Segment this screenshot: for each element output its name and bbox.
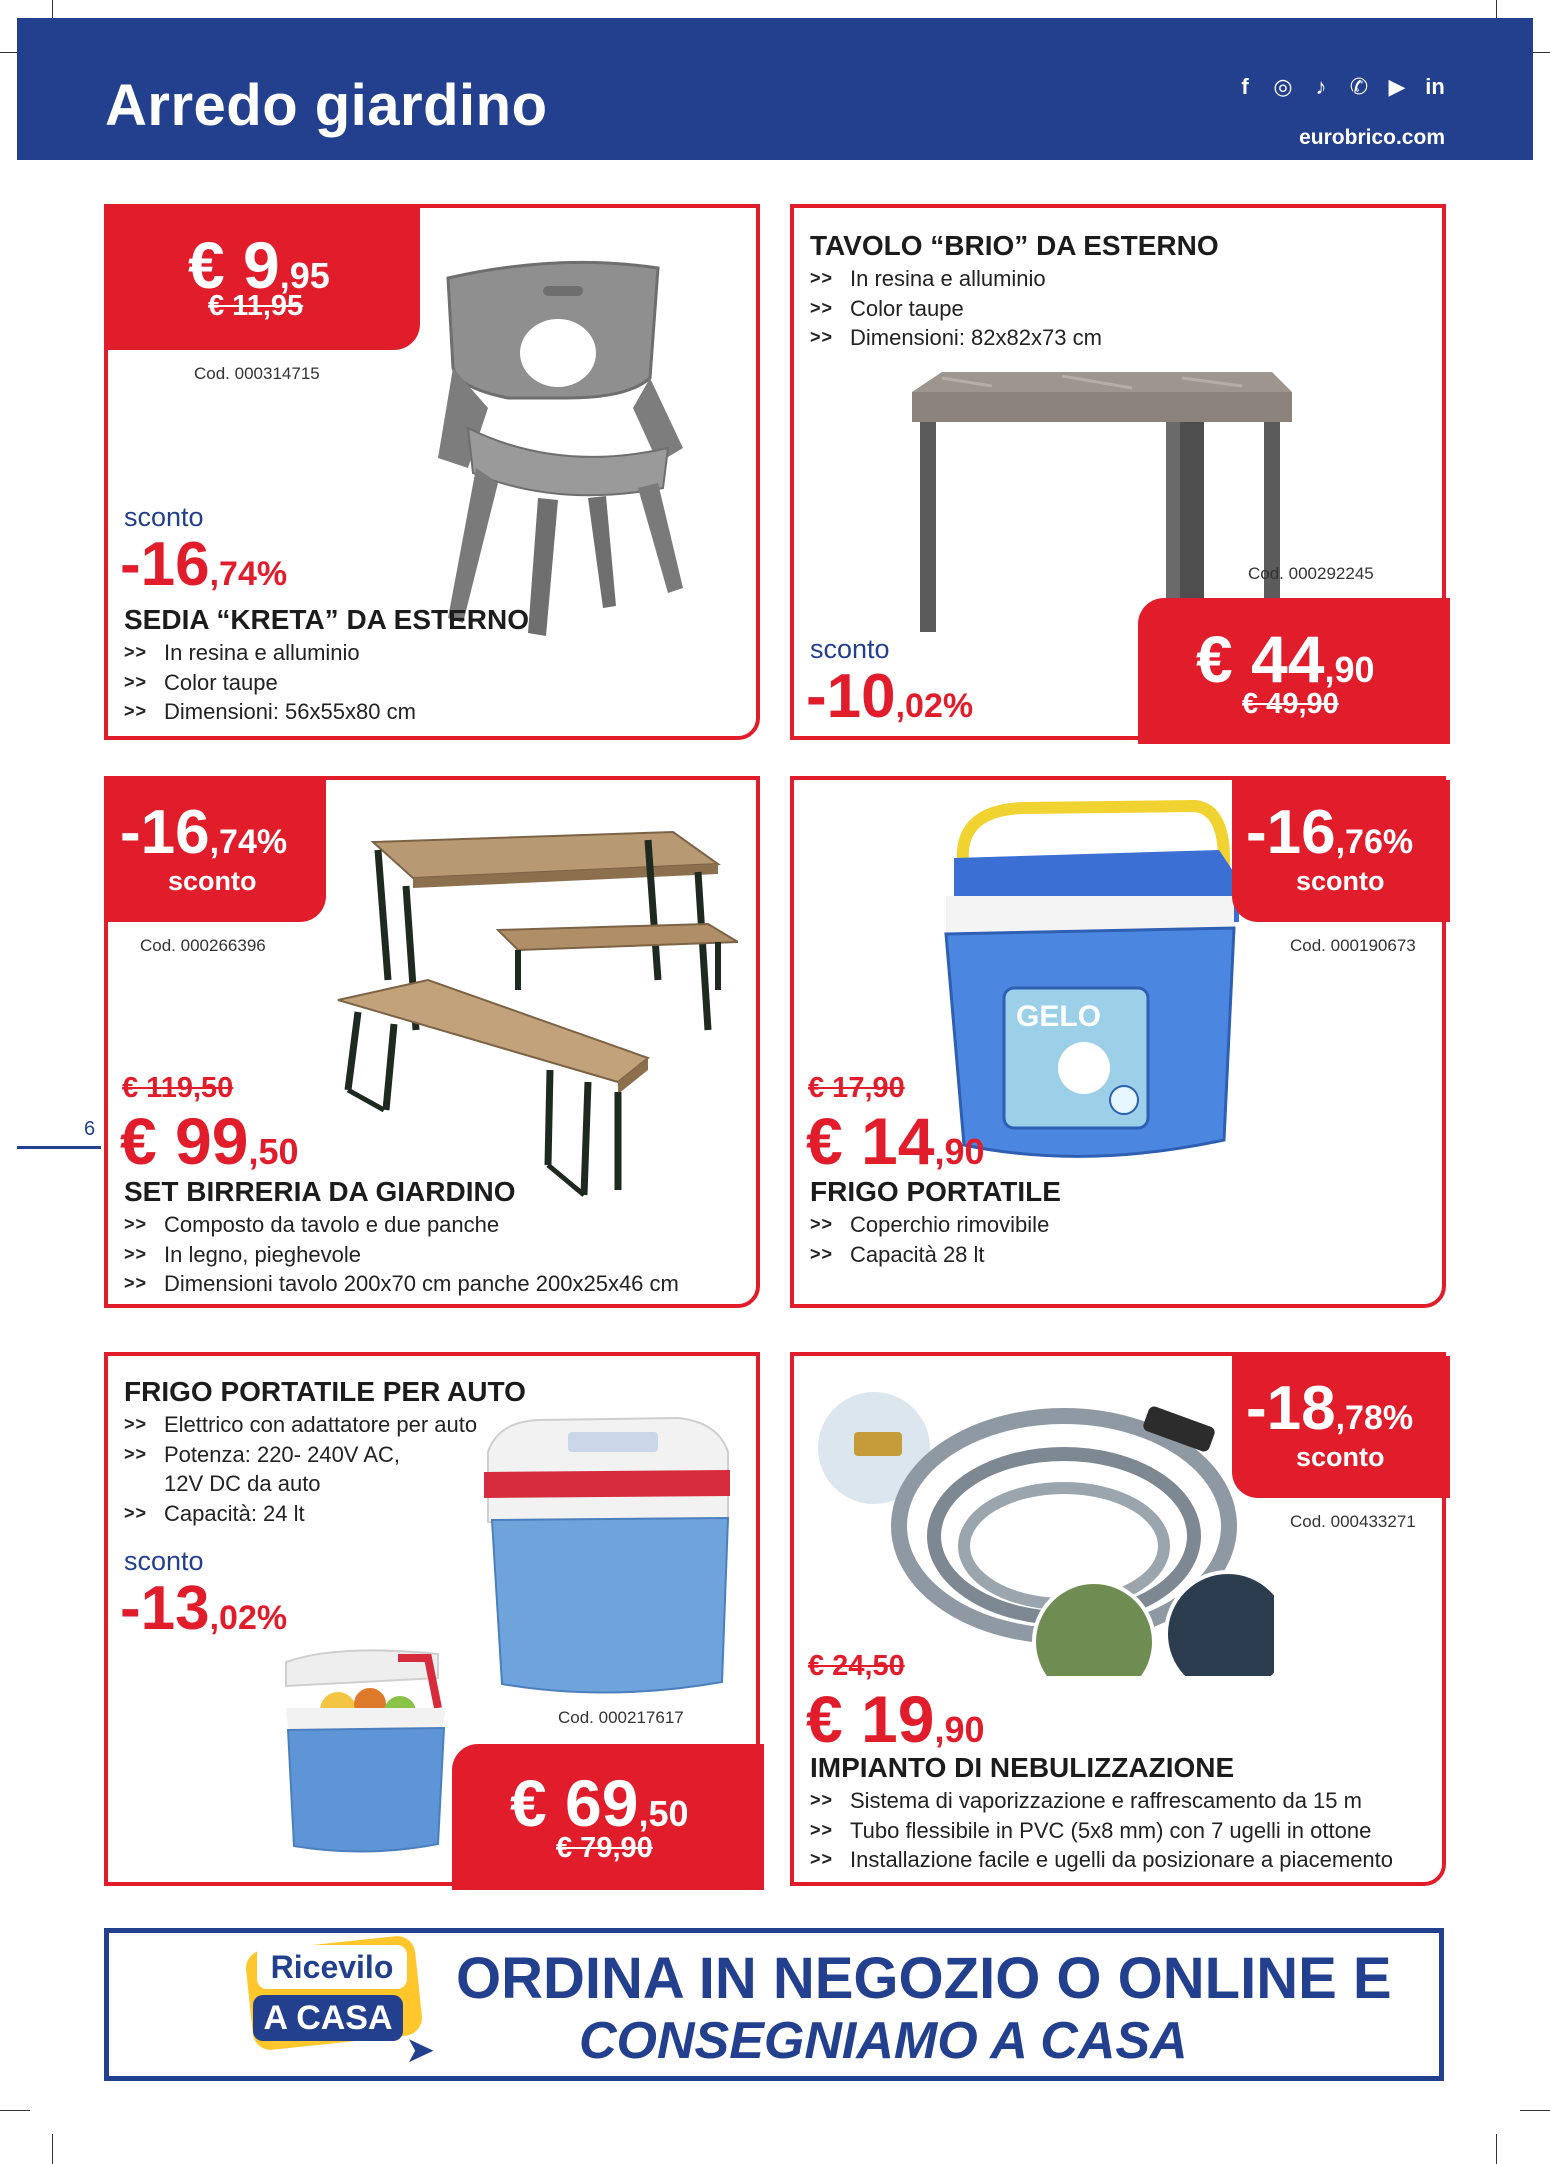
feature-item: >> Dimensioni tavolo 200x70 cm panche 200x25x46 cm — [124, 1269, 679, 1299]
facebook-icon[interactable]: f — [1241, 74, 1249, 99]
site-url[interactable]: eurobrico.com — [1299, 126, 1445, 149]
price-old: € 119,50 — [122, 1072, 234, 1104]
feature-list — [810, 1786, 1393, 1875]
feature-list — [124, 1410, 477, 1528]
discount-badge — [1232, 780, 1450, 922]
discount-percent: -18,78% — [1246, 1374, 1414, 1443]
misting-hose-image — [814, 1376, 1274, 1676]
car-cooler-open-image — [278, 1648, 458, 1858]
cooler-brand-label: GELO — [1016, 1000, 1102, 1033]
product-code: Cod. 000292245 — [1248, 564, 1374, 583]
page-number-rule — [17, 1146, 101, 1149]
product-title: SEDIA “KRETA” DA ESTERNO — [124, 604, 529, 635]
product-card-tavolo — [790, 204, 1446, 740]
feature-item: >> Potenza: 220- 240V AC, 12V DC da auto — [124, 1440, 477, 1499]
chair-image — [428, 258, 698, 640]
feature-item: >> In legno, pieghevole — [124, 1240, 679, 1270]
feature-list — [810, 1210, 1049, 1269]
product-card-frigo — [790, 776, 1446, 1308]
price-badge — [1138, 598, 1450, 744]
product-card-frigo-auto — [104, 1352, 760, 1886]
discount-percent: -13,02% — [120, 1574, 288, 1643]
crop-mark — [52, 2134, 53, 2164]
feature-item: >> In resina e alluminio — [124, 638, 416, 668]
discount-label: sconto — [810, 634, 890, 664]
price-badge — [108, 208, 420, 350]
feature-item: >> Capacità 28 lt — [810, 1240, 1049, 1270]
price-current: € 9,95 — [188, 228, 330, 302]
badge-line-2: A CASA — [253, 1995, 403, 2041]
price-old: € 11,95 — [208, 290, 304, 322]
product-card-birreria — [104, 776, 760, 1308]
price-old: € 49,90 — [1242, 688, 1339, 720]
product-card-nebulizzazione — [790, 1352, 1446, 1886]
discount-label: sconto — [124, 502, 204, 532]
discount-percent: -16,74% — [120, 530, 288, 599]
product-title: SET BIRRERIA DA GIARDINO — [124, 1176, 516, 1207]
product-card-sedia — [104, 204, 760, 740]
banner-line-2: CONSEGNIAMO A CASA — [579, 2012, 1188, 2070]
feature-item: >> Sistema di vaporizzazione e raffrescamento da 15 m — [810, 1786, 1393, 1816]
price-current: € 99,50 — [120, 1104, 299, 1178]
discount-label: sconto — [1296, 1442, 1385, 1472]
page-number: 6 — [84, 1118, 96, 1140]
discount-label: sconto — [168, 866, 257, 896]
discount-percent: -16,74% — [120, 798, 288, 867]
product-code: Cod. 000190673 — [1290, 936, 1416, 955]
product-title: TAVOLO “BRIO” DA ESTERNO — [810, 230, 1219, 261]
price-current: € 69,50 — [510, 1766, 689, 1840]
tiktok-icon[interactable]: ♪ — [1315, 74, 1327, 99]
cursor-icon: ➤ — [405, 2029, 436, 2070]
feature-item: >> Color taupe — [810, 294, 1102, 324]
discount-label: sconto — [1296, 866, 1385, 896]
product-code: Cod. 000314715 — [194, 364, 320, 383]
page-title: Arredo giardino — [105, 73, 548, 138]
feature-item: >> Coperchio rimovibile — [810, 1210, 1049, 1240]
linkedin-icon[interactable]: in — [1425, 74, 1445, 99]
feature-item: >> In resina e alluminio — [810, 264, 1102, 294]
car-cooler-image — [478, 1412, 738, 1702]
delivery-banner[interactable] — [104, 1928, 1444, 2081]
feature-list — [124, 638, 416, 727]
ricevilo-a-casa-badge — [227, 1919, 437, 2079]
crop-mark — [0, 2110, 30, 2111]
price-old: € 17,90 — [808, 1072, 905, 1104]
feature-item: >> Tubo flessibile in PVC (5x8 mm) con 7 ugelli in ottone — [810, 1816, 1393, 1846]
discount-percent: -10,02% — [806, 662, 974, 731]
social-icons — [1232, 74, 1448, 100]
price-badge — [452, 1744, 764, 1890]
instagram-icon[interactable]: ◎ — [1273, 74, 1293, 99]
product-code: Cod. 000266396 — [140, 936, 266, 955]
whatsapp-icon[interactable]: ✆ — [1349, 74, 1369, 99]
youtube-icon[interactable]: ▶ — [1388, 74, 1406, 99]
feature-item: >> Color taupe — [124, 668, 416, 698]
discount-badge — [108, 780, 326, 922]
product-title: IMPIANTO DI NEBULIZZAZIONE — [810, 1752, 1235, 1783]
price-old: € 24,50 — [808, 1650, 905, 1682]
price-old: € 79,90 — [556, 1832, 653, 1864]
feature-item: >> Dimensioni: 82x82x73 cm — [810, 323, 1102, 353]
crop-mark — [1520, 2110, 1550, 2111]
feature-item: >> Elettrico con adattatore per auto — [124, 1410, 477, 1440]
badge-line-1: Ricevilo — [257, 1945, 407, 1989]
crop-mark — [1496, 2134, 1497, 2164]
price-current: € 44,90 — [1196, 622, 1375, 696]
price-current: € 14,90 — [806, 1104, 985, 1178]
product-title: FRIGO PORTATILE PER AUTO — [124, 1376, 526, 1407]
product-code: Cod. 000217617 — [558, 1708, 684, 1727]
feature-item: >> Composto da tavolo e due panche — [124, 1210, 679, 1240]
discount-badge — [1232, 1356, 1450, 1498]
page-header — [17, 18, 1533, 160]
discount-label: sconto — [124, 1546, 204, 1576]
banner-line-1: ORDINA IN NEGOZIO O ONLINE E — [456, 1946, 1392, 2011]
feature-item: >> Dimensioni: 56x55x80 cm — [124, 697, 416, 727]
feature-item-continuation: 12V DC da auto — [164, 1471, 321, 1496]
price-current: € 19,90 — [806, 1682, 985, 1756]
product-title: FRIGO PORTATILE — [810, 1176, 1061, 1207]
product-code: Cod. 000433271 — [1290, 1512, 1416, 1531]
feature-list — [810, 264, 1102, 353]
discount-percent: -16,76% — [1246, 798, 1414, 867]
beer-set-image — [318, 820, 738, 1210]
feature-item: >> Capacità: 24 lt — [124, 1499, 477, 1529]
feature-item: >> Installazione facile e ugelli da posizionare a piacemento — [810, 1845, 1393, 1875]
feature-list — [124, 1210, 679, 1299]
